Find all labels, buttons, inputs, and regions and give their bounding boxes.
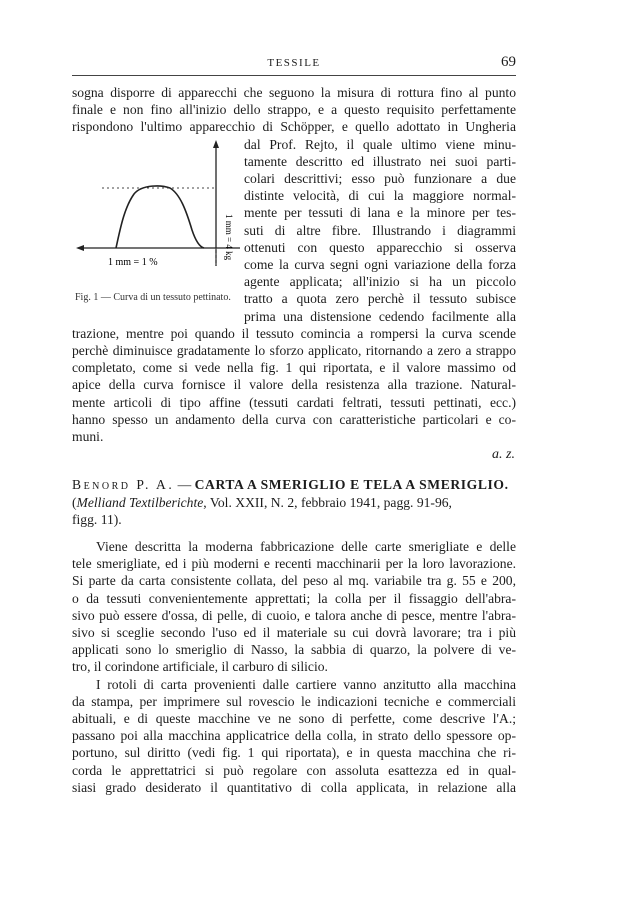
text-line: finale e non fino all'inizio dello strappo, e a questo requisito perfettamente: [72, 102, 516, 118]
figure-caption: Fig. 1 — Curva di un tessuto pettinato.: [75, 292, 231, 304]
article-author: Benord P. A.: [72, 477, 175, 493]
citation-details: , Vol. XXII, N. 2, febbraio 1941, pagg. 91-96,: [203, 494, 452, 510]
text-line: prima una distensione cedendo facilmente alla: [244, 308, 516, 324]
tensile-curve: [116, 186, 204, 248]
heading-dash: —: [174, 477, 195, 493]
vertical-arrow: [213, 140, 219, 148]
text-line: rispondono l'ultimo apparecchio di Schöpper, e quello adottato in Ungheria: [72, 119, 516, 135]
stress-strain-diagram: [72, 138, 240, 278]
page-number: 69: [501, 54, 516, 70]
text-line: mente articoli di tipo affine (tessuti cardati feltrati, tessuti pettinati, ecc.): [72, 394, 516, 410]
text-line: passano poi alla macchina applicatrice della colla, in strato dello spessore op-: [72, 728, 516, 744]
text-line: dal Prof. Rejto, il quale ultimo viene minu-: [244, 136, 516, 152]
text-line: distinte velocità, di cui la maggiore normal-: [244, 188, 516, 204]
running-head: [72, 55, 516, 73]
figure-1: [72, 138, 240, 278]
text-line: suti di altre fibre. Illustrando i diagrammi: [244, 222, 516, 238]
author-initials: a. z.: [492, 447, 515, 463]
text-line: agente applicata; all'inizio si ha un piccolo: [244, 274, 516, 290]
text-line: tele smerigliate, ed i più moderni e recenti macchinarii per la loro lavorazione.: [72, 556, 516, 572]
text-line: da stampa, per imprimere sul rovescio le indicazioni tecniche e commerciali: [72, 693, 516, 709]
article-citation-cont: figg. 11).: [72, 511, 122, 527]
text-line: o da tessuti convenientemente apprettati; la colla per il fissaggio dell'abra-: [72, 590, 516, 606]
text-line: mente per tessuti di lana e la minore per tes-: [244, 205, 516, 221]
article-heading: [72, 476, 516, 493]
text-line: portuno, sul diritto (vedi fig. 1 qui riportata), e in questa macchina che ri-: [72, 745, 516, 761]
text-line: tratto a quota zero perchè il tessuto subisce: [244, 291, 516, 307]
text-line: hanno spesso un andamento della curva con caratteristiche particolari e co-: [72, 411, 516, 427]
text-line: sivo si sceglie secondo l'uso ed il materiale su cui dovrà lavorare; tra i più: [72, 625, 516, 640]
text-line: perchè diminuisce gradatamente lo sforzo applicato, ritornando a zero a strappo: [72, 343, 516, 358]
text-line: tro, il corindone artificiale, il carburo di silicio.: [72, 659, 328, 675]
vertical-scale-label: 1 mm = 4 kg: [224, 213, 234, 260]
header-rule: [72, 75, 516, 76]
text-line: tamente descritto ed illustrato nei suoi parti-: [244, 153, 516, 169]
article-citation: [72, 494, 516, 511]
running-title: TESSILE: [267, 57, 321, 69]
horizontal-arrow-left: [76, 245, 84, 251]
text-line: apice della curva fornisce il valore della resistenza alla trazione. Natural-: [72, 377, 516, 393]
journal-name: Melliand Textilberichte: [76, 494, 204, 510]
text-line: I rotoli di carta provenienti dalle cartiere vanno anzitutto alla macchina: [96, 676, 516, 692]
text-line: sivo può essere d'ossa, di pelle, di cuoio, e talora anche di pesce, mentre l'abra-: [72, 607, 516, 623]
horizontal-scale-label: 1 mm = 1 %: [108, 256, 158, 268]
text-line: corda le apprettatrici si può regolare con assoluta esattezza ed in qual-: [72, 762, 516, 778]
text-line: come la curva segni ogni variazione della forza: [244, 257, 516, 272]
text-line: Viene descritta la moderna fabbricazione delle carte smerigliate e delle: [96, 539, 516, 554]
text-line: sogna disporre di apparecchi che seguono la misura di rottura fino al punto: [72, 85, 516, 100]
citation-open: (: [72, 494, 77, 510]
text-line: muni.: [72, 429, 104, 444]
text-line: applicati sono lo smeriglio di Nasso, la sabbia di quarzo, la polvere di ve-: [72, 642, 516, 658]
text-line: abituali, e di queste macchine ve ne sono di perfette, come descrive l'A.;: [72, 711, 516, 726]
text-line: Si parte da carta consistente collata, del peso al mq. variabile tra g. 55 e 200,: [72, 573, 516, 589]
text-line: trazione, mentre poi quando il tessuto comincia a rompersi la curva scende: [72, 325, 516, 341]
text-line: ottenuti con questo apparecchio si osserva: [244, 239, 516, 255]
text-line: colari descrittivi; esso può funzionare a due: [244, 171, 516, 186]
text-line: siasi grado desiderato il quantitativo di colla applicata, in relazione alla: [72, 779, 516, 795]
text-line: completato, come si vede nella fig. 1 qui riportata, e il valore massimo od: [72, 360, 516, 376]
article-title: CARTA A SMERIGLIO E TELA A SMERIGLIO.: [194, 477, 509, 493]
